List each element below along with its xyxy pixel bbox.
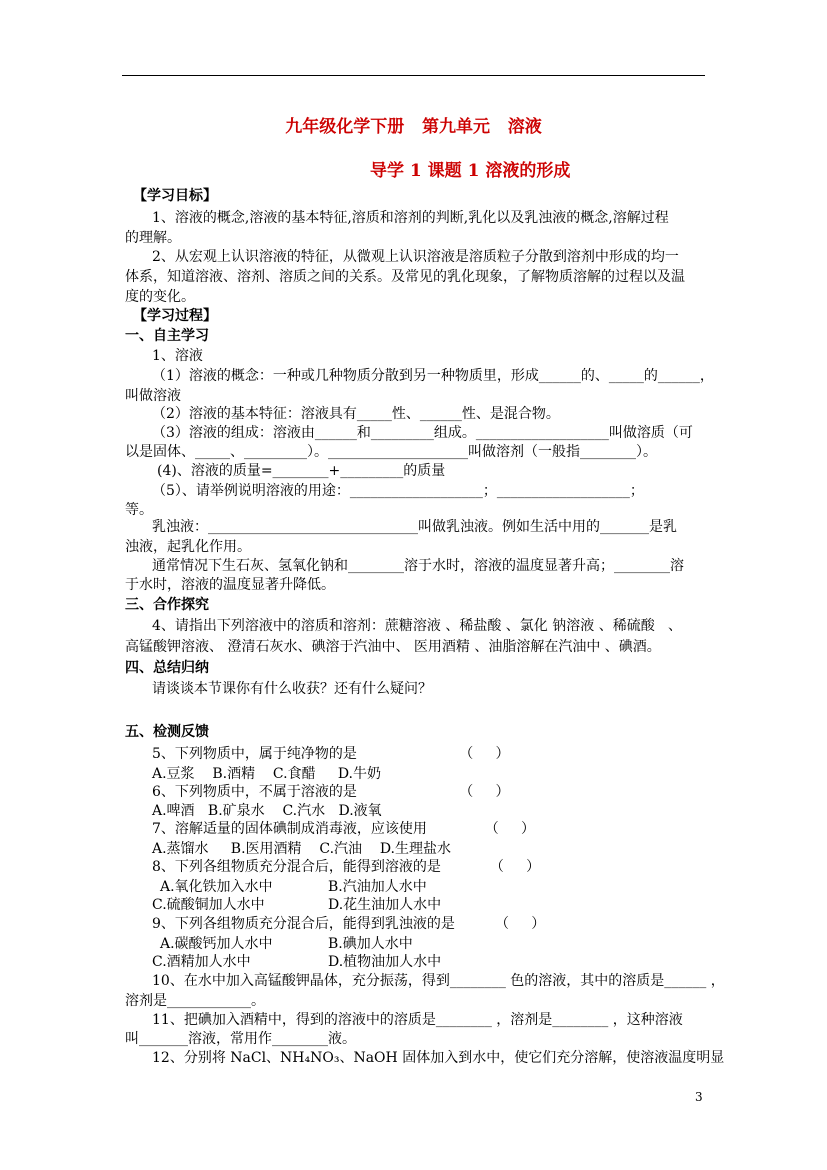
p1-q1-line-a: （1）溶液的概念：一种或几种物质分散到另一种物质里，形成______的、_____的______， xyxy=(152,368,714,384)
p1-q3-line-b: 以是固体、_____、_________）。____________________叫做溶剂（一般指________）。 xyxy=(125,444,657,460)
goal-2-line-a: 2、从宏观上认识溶液的特征，从微观上认识溶液是溶质粒子分散到溶剂中形成的均一 xyxy=(152,249,679,265)
page-title: 九年级化学下册 第九单元 溶液 xyxy=(285,117,542,137)
p1-title: 1、溶液 xyxy=(152,348,203,364)
page-number: 3 xyxy=(695,1090,703,1104)
header-rule xyxy=(122,75,705,76)
question-11-line-b: 叫_______溶液，常用作________液。 xyxy=(125,1031,356,1047)
question-10-line-a: 10、在水中加入高锰酸钾晶体，充分振荡，得到________ 色的溶液，其中的溶质是______ ， xyxy=(152,973,725,989)
question-11-line-a: 11、把碘加入酒精中，得到的溶液中的溶质是________ ，溶剂是________ ，这种溶液 xyxy=(152,1012,683,1028)
question-8: 8、下列各组物质充分混合后，能得到溶液的是 （ ） xyxy=(152,859,541,875)
question-9: 9、下列各组物质充分混合后，能得到乳浊液的是 （ ） xyxy=(152,916,546,932)
temperature-line-b: 于水时，溶液的温度显著升降低。 xyxy=(125,577,335,593)
question-7: 7、溶解适量的固体碘制成消毒液，应该使用 （ ） xyxy=(152,821,536,837)
part4-heading: 四、总结归纳 xyxy=(125,660,209,676)
p1-q5-line-a: （5）、请举例说明溶液的用途：___________________；___________________； xyxy=(152,483,644,499)
part3-heading: 三、合作探究 xyxy=(125,597,209,613)
page-subtitle: 导学 1 课题 1 溶液的形成 xyxy=(370,161,571,181)
emulsion-line-b: 浊液，起乳化作用。 xyxy=(125,539,251,555)
question-7-options: A.蒸馏水 B.医用酒精 C.汽油 D.生理盐水 xyxy=(152,841,451,857)
question-6-options: A.啤酒 B.矿泉水 C.汽水 D.液氧 xyxy=(152,803,382,819)
question-6: 6、下列物质中，不属于溶液的是 （ ） xyxy=(152,784,510,800)
p1-q3-line-a: （3）溶液的组成：溶液由______和_________组成。___________________叫做溶质（可 xyxy=(152,425,693,441)
p1-q2: （2）溶液的基本特征：溶液具有_____性、______性、是混合物。 xyxy=(152,406,560,422)
summary-question: 请谈谈本节课你有什么收获？还有什么疑问？ xyxy=(152,681,432,697)
question-9-option-b: B.碘加人水中 xyxy=(328,936,413,952)
part1-heading: 一、自主学习 xyxy=(125,328,209,344)
p4-line-b: 高锰酸钾溶液、 澄清石灰水、碘溶于汽油中、 医用酒精 、油脂溶解在汽油中 、碘酒。 xyxy=(125,639,661,655)
p1-q1-line-b: 叫做溶液 xyxy=(125,388,181,404)
question-8-option-c: C.硫酸铜加人水中 xyxy=(152,897,265,913)
goal-1-line-b: 的理解。 xyxy=(125,230,181,246)
question-5: 5、下列物质中，属于纯净物的是 （ ） xyxy=(152,746,510,762)
emulsion-line-a: 乳浊液：______________________________叫做乳浊液。例如生活中用的_______是乳 xyxy=(152,519,677,535)
temperature-line-a: 通常情况下生石灰、氢氧化钠和________溶于水时，溶液的温度显著升高；________溶 xyxy=(152,558,684,574)
goal-1-line-a: 1、溶液的概念,溶液的基本特征,溶质和溶剂的判断,乳化以及乳浊液的概念,溶解过程 xyxy=(152,210,669,226)
question-12: 12、分别将 NaCl、NH₄NO₃、NaOH 固体加入到水中，使它们充分溶解，使溶液温度明显 xyxy=(152,1050,725,1066)
question-9-option-c: C.酒精加人水中 xyxy=(152,954,251,970)
question-8-option-a: A.氧化铁加入水中 xyxy=(160,879,273,895)
process-heading: 【学习过程】 xyxy=(133,308,217,324)
p4-line-a: 4、请指出下列溶液中的溶质和溶剂：蔗糖溶液 、稀盐酸 、氯化 钠溶液 、稀硫酸 、 xyxy=(152,618,683,634)
p1-q5-line-b: 等。 xyxy=(125,502,153,518)
question-10-line-b: 溶剂是____________。 xyxy=(125,993,265,1009)
goal-2-line-b: 体系，知道溶液、溶剂、溶质之间的关系。及常见的乳化现象，了解物质溶解的过程以及温 xyxy=(125,269,685,285)
question-5-options: A.豆浆 B.酒精 C.食醋 D.牛奶 xyxy=(152,766,381,782)
goal-2-line-c: 度的变化。 xyxy=(125,289,195,305)
question-9-option-a: A.碳酸钙加人水中 xyxy=(160,936,273,952)
question-8-option-b: B.汽油加人水中 xyxy=(328,879,427,895)
question-9-option-d: D.植物油加人水中 xyxy=(328,954,442,970)
part5-heading: 五、检测反馈 xyxy=(125,724,209,740)
goals-heading: 【学习目标】 xyxy=(133,188,217,204)
question-8-option-d: D.花生油加人水中 xyxy=(328,897,442,913)
p1-q4: (4)、溶液的质量=________+_________的质量 xyxy=(157,463,446,479)
